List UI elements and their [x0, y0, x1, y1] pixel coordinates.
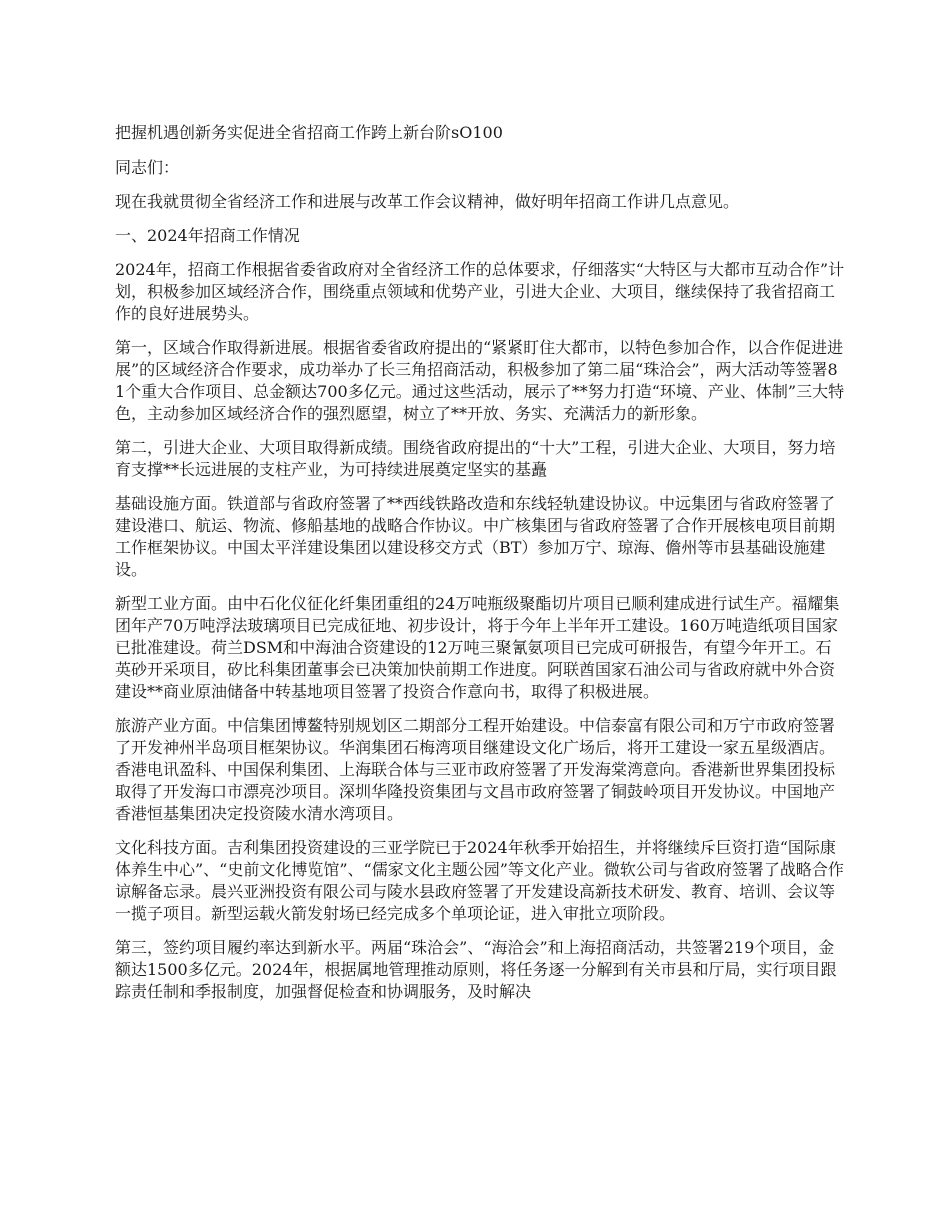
paragraph-contract-fulfillment: 第三，签约项目履约率达到新水平。两届“珠洽会”、“海洽会”和上海招商活动，共签署219个项目，金额达1500多亿元。2024年，根据属地管理推动原则，将任务逐一分解到有关市县和厅局，实行项目跟踪责任制和季报制度，加强督促检查和协调服务，及时解决	[115, 938, 837, 1001]
paragraph-tourism: 旅游产业方面。中信集团博鳌特别规划区二期部分工程开始建设。中信泰富有限公司和万宁市政府签署了开发神州半岛项目框架协议。华润集团石梅湾项目继建设文化广场后，将开工建设一家五星级酒店。香港电讯盈科、中国保利集团、上海联合体与三亚市政府签署了开发海棠湾意向。香港新世界集团投标取得了开发海口市漂亮沙项目。深圳华隆投资集团与文昌市政府签署了铜鼓岭项目开发协议。中国地产香港恒基集团决定投资陵水清水湾项目。	[115, 716, 836, 823]
paragraph-overview: 2024年，招商工作根据省委省政府对全省经济工作的总体要求，仔细落实“大特区与大都市互动合作”计划，积极参加区域经济合作，围绕重点领域和优势产业，引进大企业、大项目，继续保持了我省招商工作的良好进展势头。	[115, 260, 845, 323]
salutation: 同志们：	[115, 158, 180, 177]
paragraph-culture-tech: 文化科技方面。吉利集团投资建设的三亚学院已于2024年秋季开始招生，并将继续斥巨资打造“国际康体养生中心”、“史前文化博览馆”、“儒家文化主题公园”等文化产业。微软公司与省政府签署了战略合作谅解备忘录。晨兴亚洲投资有限公司与陵水县政府签署了开发建设高新技术研发、教育、培训、会议等一揽子项目。新型运载火箭发射场已经完成多个单项论证，进入审批立项阶段。	[115, 838, 844, 923]
paragraph-regional-cooperation: 第一，区域合作取得新进展。根据省委省政府提出的“紧紧盯住大都市，以特色参加合作，以合作促进进展”的区域经济合作要求，成功举办了长三角招商活动，积极参加了第二届“珠洽会”，两大活动等签署81个重大合作项目、总金额达700多亿元。通过这些活动，展示了**努力打造“环境、产业、体制”三大特色，主动参加区域经济合作的强烈愿望，树立了**开放、务实、充满活力的新形象。	[115, 338, 845, 423]
paragraph-infrastructure: 基础设施方面。铁道部与省政府签署了**西线铁路改造和东线轻轨建设协议。中远集团与省政府签署了建设港口、航运、物流、修船基地的战略合作协议。中广核集团与省政府签署了合作开展核电项目前期工作框架协议。中国太平洋建设集团以建设移交方式（BT）参加万宁、琼海、儋州等市县基础设施建设。	[115, 494, 836, 579]
paragraph-major-projects: 第二，引进大企业、大项目取得新成绩。围绕省政府提出的“十大”工程，引进大企业、大项目，努力培育支撑**长远进展的支柱产业，为可持续进展奠定坚实的基矗	[115, 438, 836, 479]
paragraph-new-industry: 新型工业方面。由中石化仪征化纤集团重组的24万吨瓶级聚酯切片项目已顺利建成进行试生产。福耀集团年产70万吨浮法玻璃项目已完成征地、初步设计，将于今年上半年开工建设。160万吨造纸项目国家已批准建设。荷兰DSM和中海油合资建设的12万吨三聚氰氨项目已完成可研报告，有望今年开工。石英砂开采项目，矽比科集团董事会已决策加快前期工作进度。阿联酋国家石油公司与省政府就中外合资建设**商业原油储备中转基地项目签署了投资合作意向书，取得了积极进展。	[115, 594, 840, 701]
document-page	[115, 122, 845, 1015]
document-title: 把握机遇创新务实促进全省招商工作跨上新台阶sO100	[115, 123, 503, 142]
paragraph-intro: 现在我就贯彻全省经济工作和进展与改革工作会议精神，做好明年招商工作讲几点意见。	[115, 192, 740, 211]
section-heading-1: 一、2024年招商工作情况	[115, 226, 300, 245]
